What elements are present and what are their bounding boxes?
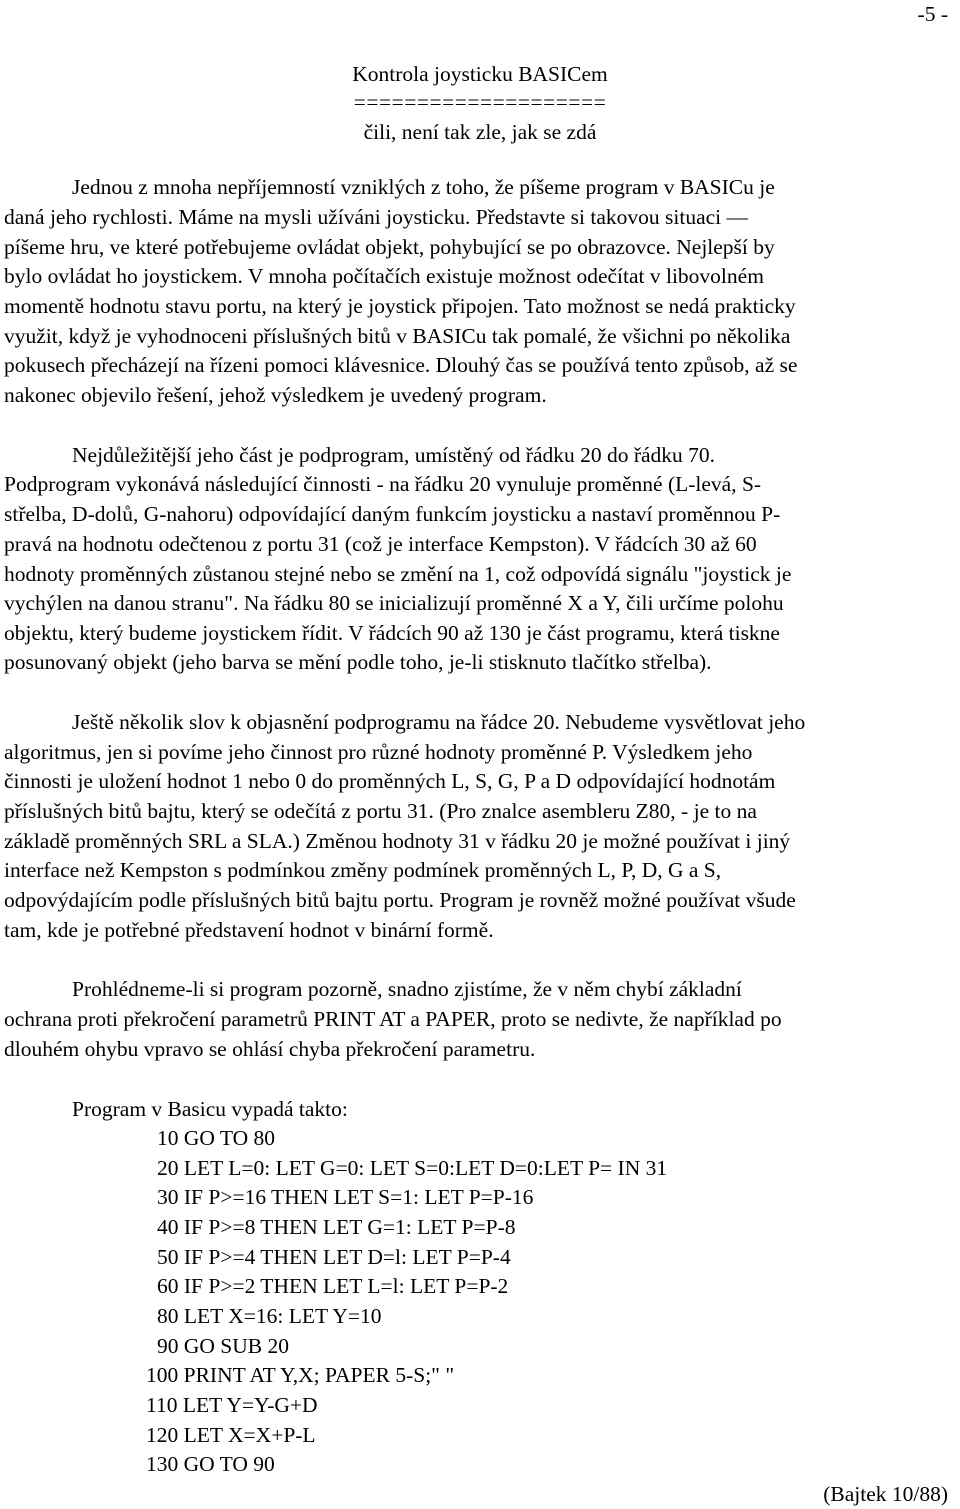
program-line: 10 GO TO 80 — [157, 1126, 276, 1150]
page-number: -5 - — [917, 2, 948, 26]
text-line: tam, kde je potřebné představení hodnot v binární formě. — [4, 918, 494, 942]
text-line: posunovaný objekt (jeho barva se mění podle toho, je-li stisknuto tlačítko střelba). — [4, 650, 712, 674]
text-line: dlouhém ohybu vpravo se ohlásí chyba překročení parametru. — [4, 1037, 536, 1061]
text-line: pokusech přecházejí na řízeni pomoci klávesnice. Dlouhý čas se používá tento způsob, až se — [4, 353, 798, 377]
article-title: Kontrola joysticku BASICem — [352, 62, 608, 86]
text-line: střelba, D-dolů, G-nahoru) odpovídající daným funkcím joysticku a nastaví proměnnou P- — [4, 502, 781, 526]
text-line: momentě hodnotu stavu portu, na který je joystick připojen. Tato možnost se nedá prakticky — [4, 294, 796, 318]
text-line: objektu, který budeme joystickem řídit. V řádcích 90 až 130 je část programu, která tiskne — [4, 621, 780, 645]
article-subtitle: čili, není tak zle, jak se zdá — [363, 120, 597, 144]
text-line: nakonec objevilo řešení, jehož výsledkem je uvedený program. — [4, 383, 547, 407]
text-line: Jednou z mnoha nepříjemností vzniklých z toho, že píšeme program v BASICu je — [72, 175, 775, 199]
text-line: Podprogram vykonává následující činnosti - na řádku 20 vynuluje proměnné (L-levá, S- — [4, 472, 762, 496]
text-line: algoritmus, jen si povíme jeho činnost pro různé hodnoty proměnné P. Výsledkem jeho — [4, 740, 753, 764]
program-line: 90 GO SUB 20 — [157, 1334, 290, 1358]
text-line: Nejdůležitější jeho část je podprogram, umístěný od řádku 20 do řádku 70. — [72, 443, 716, 467]
text-line: využit, když je vyhodnoceni příslušných bitů v BASICu tak pomalé, že všichni po několika — [4, 324, 791, 348]
text-line: hodnoty proměnných zůstanou stejné nebo se změní na 1, což odpovídá signálu "joystick je — [4, 562, 792, 586]
text-line: daná jeho rychlosti. Máme na mysli užíváni joysticku. Představte si takovou situaci — — [4, 205, 748, 229]
text-line: odpovýdajícím podle příslušných bitů bajtu portu. Program je rovněž možné používat všude — [4, 888, 796, 912]
text-line: pravá na hodnotu odečtenou z portu 31 (což je interface Kempston). V řádcích 30 až 60 — [4, 532, 757, 556]
source-citation: (Bajtek 10/88) — [823, 1482, 948, 1506]
program-line: 130 GO TO 90 — [146, 1452, 275, 1476]
program-line: 110 LET Y=Y-G+D — [146, 1393, 318, 1417]
program-line: 50 IF P>=4 THEN LET D=l: LET P=P-4 — [157, 1245, 511, 1269]
text-line: příslušných bitů bajtu, který se odečítá z portu 31. (Pro znalce asembleru Z80, - je to na — [4, 799, 757, 823]
text-line: Prohlédneme-li si program pozorně, snadno zjistíme, že v něm chybí základní — [72, 977, 742, 1001]
program-line: 120 LET X=X+P-L — [146, 1423, 316, 1447]
program-line: 80 LET X=16: LET Y=10 — [157, 1304, 382, 1328]
text-line: ochrana proti překročení parametrů PRINT AT a PAPER, proto se nedivte, že například po — [4, 1007, 782, 1031]
text-line: základě proměnných SRL a SLA.) Změnou hodnoty 31 v řádku 20 je možné používat i jiný — [4, 829, 791, 853]
program-line: 60 IF P>=2 THEN LET L=l: LET P=P-2 — [157, 1274, 509, 1298]
program-line: 30 IF P>=16 THEN LET S=1: LET P=P-16 — [157, 1185, 534, 1209]
text-line: vychýlen na danou stranu". Na řádku 80 se inicializují proměnné X a Y, čili určíme polohu — [4, 591, 784, 615]
text-line: píšeme hru, ve které potřebujeme ovládat objekt, pohybující se po obrazovce. Nejlepší by — [4, 235, 775, 259]
program-intro: Program v Basicu vypadá takto: — [72, 1097, 348, 1121]
program-line: 40 IF P>=8 THEN LET G=1: LET P=P-8 — [157, 1215, 516, 1239]
text-line: Ještě několik slov k objasnění podprogramu na řádce 20. Nebudeme vysvětlovat jeho — [72, 710, 806, 734]
title-underline: ==================== — [353, 90, 607, 114]
program-line: 100 PRINT AT Y,X; PAPER 5-S;" " — [146, 1363, 455, 1387]
text-line: bylo ovládat ho joystickem. V mnoha počítačích existuje možnost odečítat v libovolném — [4, 264, 764, 288]
program-line: 20 LET L=0: LET G=0: LET S=0:LET D=0:LET P= IN 31 — [157, 1156, 668, 1180]
text-line: interface než Kempston s podmínkou změny podmínek proměnných L, P, D, G a S, — [4, 858, 722, 882]
text-line: činnosti je uložení hodnot 1 nebo 0 do proměnných L, S, G, P a D odpovídající hodnotám — [4, 769, 776, 793]
